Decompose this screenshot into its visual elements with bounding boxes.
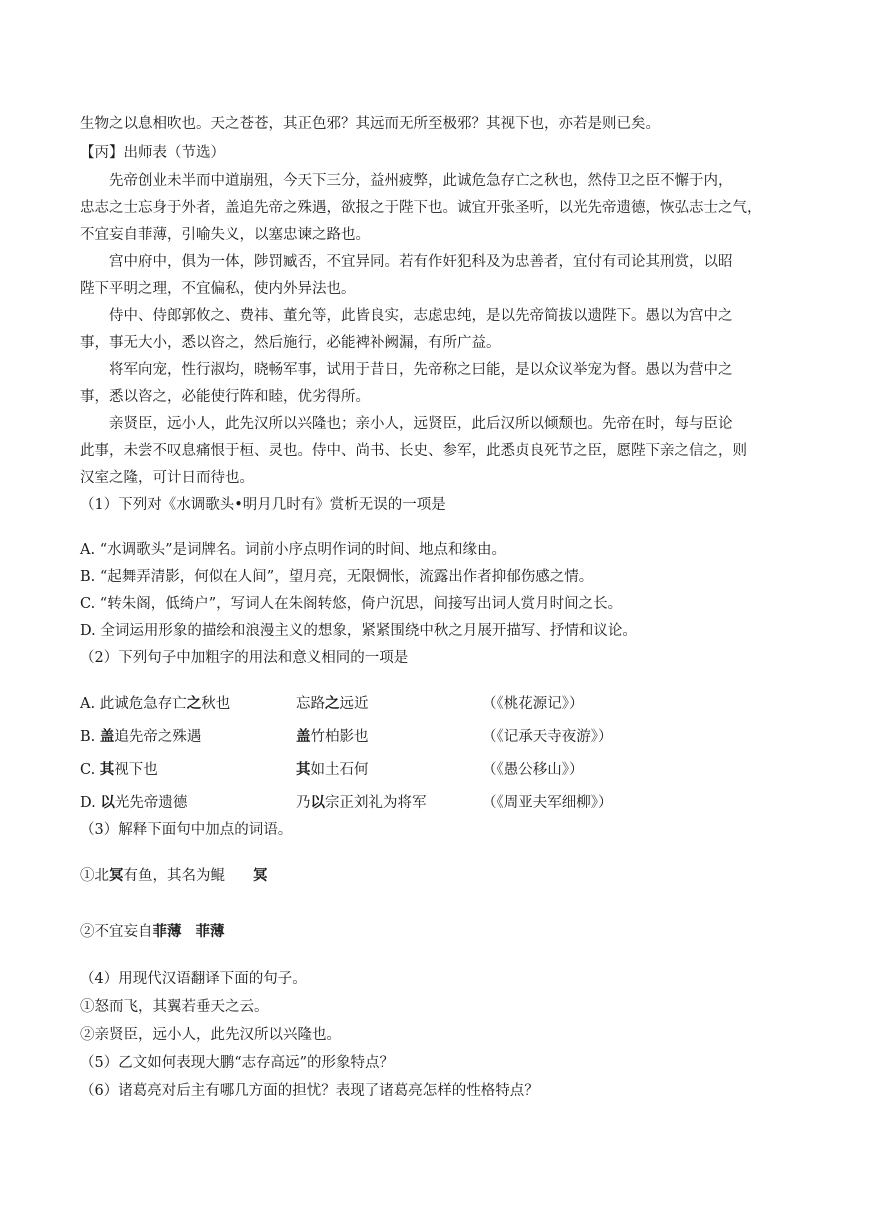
question-3-item-1: ①北冥有鱼，其名为鲲 冥: [80, 867, 268, 884]
passage-end-line: 生物之以息相吹也。天之苍苍，其正色邪？其远而无所至极邪？其视下也，亦若是则已矣。: [80, 116, 660, 132]
question-2-stem: （2）下列句子中加粗字的用法和意义相同的一项是: [80, 650, 409, 666]
question-6-stem: （6）诸葛亮对后主有哪几方面的担忧？表现了诸葛亮怎样的性格特点？: [80, 1083, 539, 1099]
question-1-stem: （1）下列对《水调歌头•明月几时有》赏析无误的一项是: [80, 497, 446, 513]
question-2-option-a-left: A. 此诚危急存亡之秋也: [80, 695, 231, 712]
question-2-option-d-source: （《周亚夫军细柳》）: [482, 795, 613, 811]
question-4-sentence-2: ②亲贤臣，远小人，此先汉所以兴隆也。: [80, 1027, 341, 1043]
question-2-option-b-source: （《记承天寺夜游》）: [482, 729, 613, 745]
question-1-option: C. “转朱阁，低绮户”，写词人在朱阁转悠，倚户沉思，间接写出词人赏月时间之长。: [80, 596, 623, 612]
bing-paragraph-line: 侍中、侍郎郭攸之、费祎、董允等，此皆良实，志虑忠纯，是以先帝简拔以遗陛下。愚以为宫中之: [80, 308, 733, 324]
question-2-option-d-right: 乃以宗正刘礼为将军: [296, 794, 427, 811]
question-3-item-2: ②不宜妄自菲薄 菲薄: [80, 923, 225, 940]
question-2-option-c-left: C. 其视下也: [80, 761, 158, 778]
question-2-option-d-left: D. 以光先帝遗德: [80, 794, 188, 811]
question-1-option: B. “起舞弄清影，何似在人间”，望月亮，无限惆怅，流露出作者抑郁伤感之情。: [80, 569, 594, 585]
bing-paragraph-line: 将军向宠，性行淑均，晓畅军事，试用于昔日，先帝称之曰能，是以众议举宠为督。愚以为营中之: [80, 362, 733, 378]
question-2-option-c-source: （《愚公移山》）: [482, 762, 584, 778]
bing-paragraph-line: 亲贤臣，远小人，此先汉所以兴隆也；亲小人，远贤臣，此后汉所以倾颓也。先帝在时，每与臣论: [80, 416, 733, 432]
bing-heading: 【丙】出师表（节选）: [80, 145, 225, 161]
question-2-option-a-right: 忘路之远近: [296, 695, 369, 712]
bing-paragraph-line: 汉室之隆，可计日而待也。: [80, 470, 254, 486]
bing-paragraph-line: 此事，未尝不叹息痛恨于桓、灵也。侍中、尚书、长史、参军，此悉贞良死节之臣，愿陛下亲之信之，则: [80, 443, 747, 459]
bing-paragraph-line: 事，事无大小，悉以咨之，然后施行，必能裨补阙漏，有所广益。: [80, 335, 501, 351]
question-1-option: A. “水调歌头”是词牌名。词前小序点明作词的时间、地点和缘由。: [80, 542, 507, 558]
question-2-option-b-left: B. 盖追先帝之殊遇: [80, 728, 202, 745]
question-4-sentence-1: ①怒而飞，其翼若垂天之云。: [80, 999, 269, 1015]
bing-paragraph-line: 忠志之士忘身于外者，盖追先帝之殊遇，欲报之于陛下也。诚宜开张圣听，以光先帝遗德，恢弘志士之气，: [80, 200, 762, 216]
bing-paragraph-line: 不宜妄自菲薄，引喻失义，以塞忠谏之路也。: [80, 227, 370, 243]
question-2-option-a-source: （《桃花源记》）: [482, 696, 584, 712]
question-1-option: D. 全词运用形象的描绘和浪漫主义的想象，紧紧围绕中秋之月展开描写、抒情和议论。: [80, 623, 637, 639]
bing-paragraph-line: 陛下平明之理，不宜偏私，使内外异法也。: [80, 281, 356, 297]
question-2-option-c-right: 其如土石何: [296, 761, 369, 778]
question-4-stem: （4）用现代汉语翻译下面的句子。: [80, 971, 307, 987]
question-2-option-b-right: 盖竹柏影也: [296, 728, 369, 745]
bing-paragraph-line: 事，悉以咨之，必能使行阵和睦，优劣得所。: [80, 389, 370, 405]
question-5-stem: （5）乙文如何表现大鹏“志存高远”的形象特点？: [80, 1055, 395, 1071]
bing-paragraph-line: 宫中府中，俱为一体，陟罚臧否，不宜异同。若有作奸犯科及为忠善者，宜付有司论其刑赏，以昭: [80, 254, 733, 270]
bing-paragraph-line: 先帝创业未半而中道崩殂，今天下三分，益州疲弊，此诚危急存亡之秋也，然侍卫之臣不懈于内，: [80, 173, 733, 189]
question-3-stem: （3）解释下面句中加点的词语。: [80, 822, 293, 838]
